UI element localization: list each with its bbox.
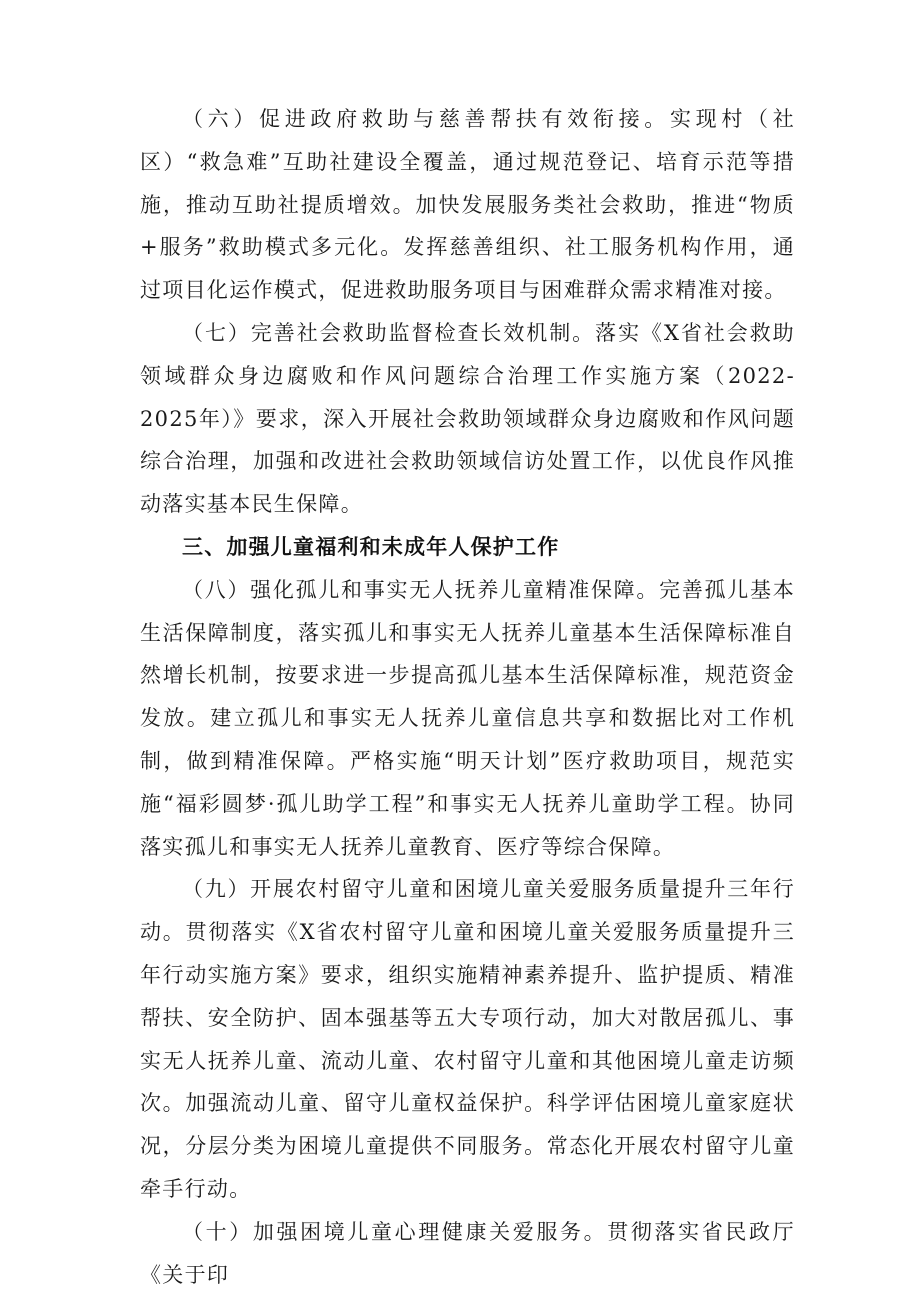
paragraph-9: （九）开展农村留守儿童和困境儿童关爱服务质量提升三年行动。贯彻落实《X省农村留守儿童和困境儿童关爱服务质量提升三年行动实施方案》要求，组织实施精神素养提升、监护提质、精准帮扶、安全防护、固本强基等五大专项行动，加大对散居孤儿、事实无人抚养儿童、流动儿童、农村留守儿童和其他困境儿童走访频次。加强流动儿童、留守儿童权益保护。科学评估困境儿童家庭状况，分层分类为困境儿童提供不同服务。常态化开展农村留守儿童牵手行动。	[140, 877, 795, 1201]
document-body	[140, 98, 795, 1296]
paragraph-10: （十）加强困境儿童心理健康关爱服务。贯彻落实省民政厅《关于印	[140, 1219, 795, 1287]
paragraph-6: （六）促进政府救助与慈善帮扶有效衔接。实现村（社区）“救急难”互助社建设全覆盖，通过规范登记、培育示范等措施，推动互助社提质增效。加快发展服务类社会救助，推进“物质+服务”救助模式多元化。发挥慈善组织、社工服务机构作用，通过项目化运作模式，促进救助服务项目与困难群众需求精准对接。	[140, 107, 795, 303]
section-heading-3: 三、加强儿童福利和未成年人保护工作	[182, 534, 560, 559]
paragraph-7: （七）完善社会救助监督检查长效机制。落实《X省社会救助领域群众身边腐败和作风问题综合治理工作实施方案（2022-2025年）》要求，深入开展社会救助领域群众身边腐败和作风问题综合治理，加强和改进社会救助领域信访处置工作，以优良作风推动落实基本民生保障。	[140, 320, 795, 517]
paragraph-8: （八）强化孤儿和事实无人抚养儿童精准保障。完善孤儿基本生活保障制度，落实孤儿和事实无人抚养儿童基本生活保障标准自然增长机制，按要求进一步提高孤儿基本生活保障标准，规范资金发放。建立孤儿和事实无人抚养儿童信息共享和数据比对工作机制，做到精准保障。严格实施“明天计划”医疗救助项目，规范实施“福彩圆梦·孤儿助学工程”和事实无人抚养儿童助学工程。协同落实孤儿和事实无人抚养儿童教育、医疗等综合保障。	[140, 577, 795, 859]
